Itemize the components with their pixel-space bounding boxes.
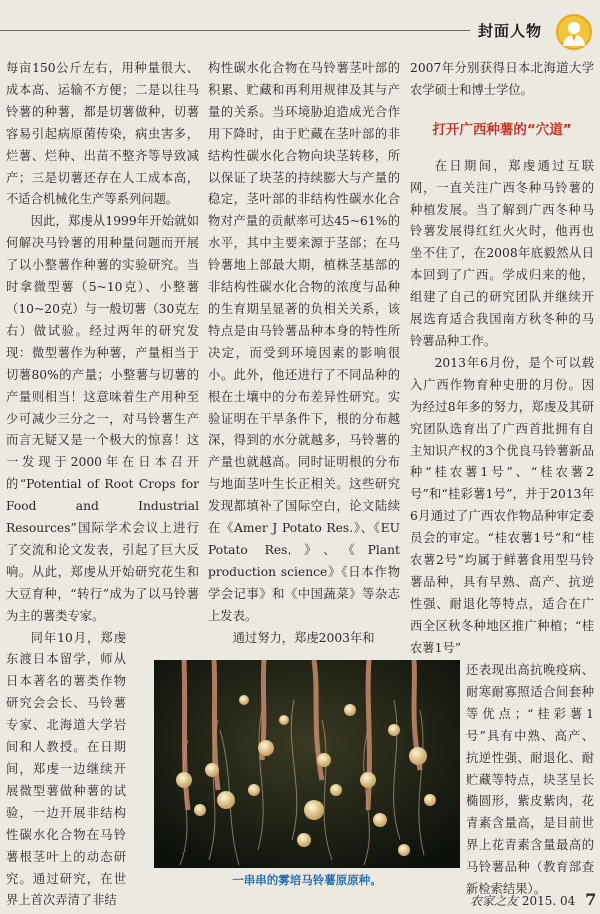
page-footer: [470, 890, 598, 909]
column1-paragraph-3: 同年10月，郑虔东渡日本留学，师从日本著名的薯类作物研究会会长、马铃薯专家、北海道大学岩间和人教授。在日期间，郑虔一边继续开展微型薯做种薯的试验，一边开展非结构性碳水化合物在马铃薯根茎叶上的动态研究。通过研究，在世界上首次弄清了非结: [6, 630, 126, 908]
person-badge-icon: [556, 14, 592, 50]
column1-paragraph-2: 因此，郑虔从1999年开始就如何解决马铃薯的用种量问题而开展了以小整薯作种薯的实验研究。当时拿微型薯（5~10克）、小整薯（10~20克）与一般切薯（30克左右）做试验。经过两年的研究发现：微型薯作为种薯，产量相当于切薯80%的产量；小整薯与切薯的产量则相当！这意味着生产用种至少可减少三分之一，对马铃薯生产而言无疑又是一个极大的惊喜！这一发现于2000年在日本召开的“Potential of Root Crops for Food and Industrial Resources”国际学术会议上进行了交流和论文发表，引起了巨大反响。从此，郑虔从开始研究花生和大豆育种，“转行”成为了以马铃薯为主的薯类专家。: [6, 214, 199, 623]
section-title: 封面人物: [478, 22, 543, 40]
potato-tuber-photo: [154, 660, 460, 868]
page-number: 7: [585, 890, 597, 909]
column1-paragraph-1: 每亩150公斤左右，用种量很大、成本高、运输不方便；二是以往马铃薯的种薯，都是切薯做种，切薯容易引起病原菌传染，病虫害多，烂薯、烂种、出苗不整齐等导致减产；三是切薯还存在人工成本高，不适合机械化生产等系列问题。: [6, 61, 199, 207]
column2-paragraph-1: 构性碳水化合物在马铃薯茎叶部的积累、贮藏和再利用规律及其与产量的关系。当环境胁迫造成光合作用下降时，由于贮藏在茎叶部的非结构性碳水化合物向块茎转移，所以保证了块茎的持续膨大与产量的稳定，茎叶部的非结构性碳水化合物对产量的贡献率可达45~61%的水平，其中主要来源于茎部；在马铃薯地上部最大期，植株茎基部的非结构性碳水化合物的浓度与品种的生育期呈显著的负相关关系，该特点是由马铃薯品种本身的特性所决定，而受到环境因素的影响很小。此外，他还进行了不同品种的根在土壤中的分布差异性研究。实验证明在干旱条件下，根的分布越深，得到的水分就越多，马铃薯的产量也就越高。同时证明根的分布与地面茎叶生长正相关。这些研究发现都填补了国际空白，论文陆续在《Amer J Potato Res.》、《EU Potato Res.》、《Plant production science》《日本作物学会记事》和《中国蔬菜》等杂志上发表。: [208, 61, 400, 623]
photo-caption: 一串串的雾培马铃薯原原种。: [232, 873, 382, 887]
column3-paragraph-1: 2007年分别获得日本北海道大学农学硕士和博士学位。: [410, 61, 594, 97]
header-rule: [0, 30, 470, 31]
column-3: [410, 58, 594, 658]
column3-paragraph-2: 在日期间，郑虔通过互联网，一直关注广西冬种马铃薯的种植发展。当了解到广西冬种马铃薯发展得红红火火时，他再也坐不住了，在2008年底毅然从日本回到了广西。学成归来的他，组建了自己的研究团队并继续开展选育适合我国南方秋冬种的马铃薯品种工作。: [410, 158, 594, 348]
column3-paragraph-3: 2013年6月份，是个可以载入广西作物育种史册的月份。因为经过8年多的努力，郑虔及其研究团队选育出了广西首批拥有自主知识产权的3个优良马铃薯新品种“桂农薯1号”、“桂农薯2号”和“桂彩薯1号”，并于2013年6月通过了广西农作物品种审定委员会的审定。“桂农薯1号”和“桂农薯2号”均属于鲜薯食用型马铃薯品种，具有早熟、高产、抗逆性强、耐退化等特点，适合在广西全区秋冬种地区推广种植；“桂农薯1号”: [410, 355, 594, 655]
section-subheading: 打开广西种薯的“穴道”: [432, 121, 572, 138]
column-3-continued: [466, 660, 597, 910]
issue-date: 2015. 04: [521, 894, 576, 908]
column-2: [208, 58, 400, 658]
column3-paragraph-4: 还表现出高抗晚疫病、耐寒耐寡照适合间套种等优点；“桂彩薯1号”具有中熟、高产、抗逆性强、耐退化、耐贮藏等特点，块茎呈长椭圆形，紫皮紫肉，花青素含量高，是目前世界上花青素含量最高的马铃薯品种（教育部查新检索结果）。: [466, 663, 594, 897]
magazine-name: 农家之友: [470, 894, 519, 908]
column2-paragraph-2: 通过努力，郑虔2003年和: [232, 630, 375, 645]
